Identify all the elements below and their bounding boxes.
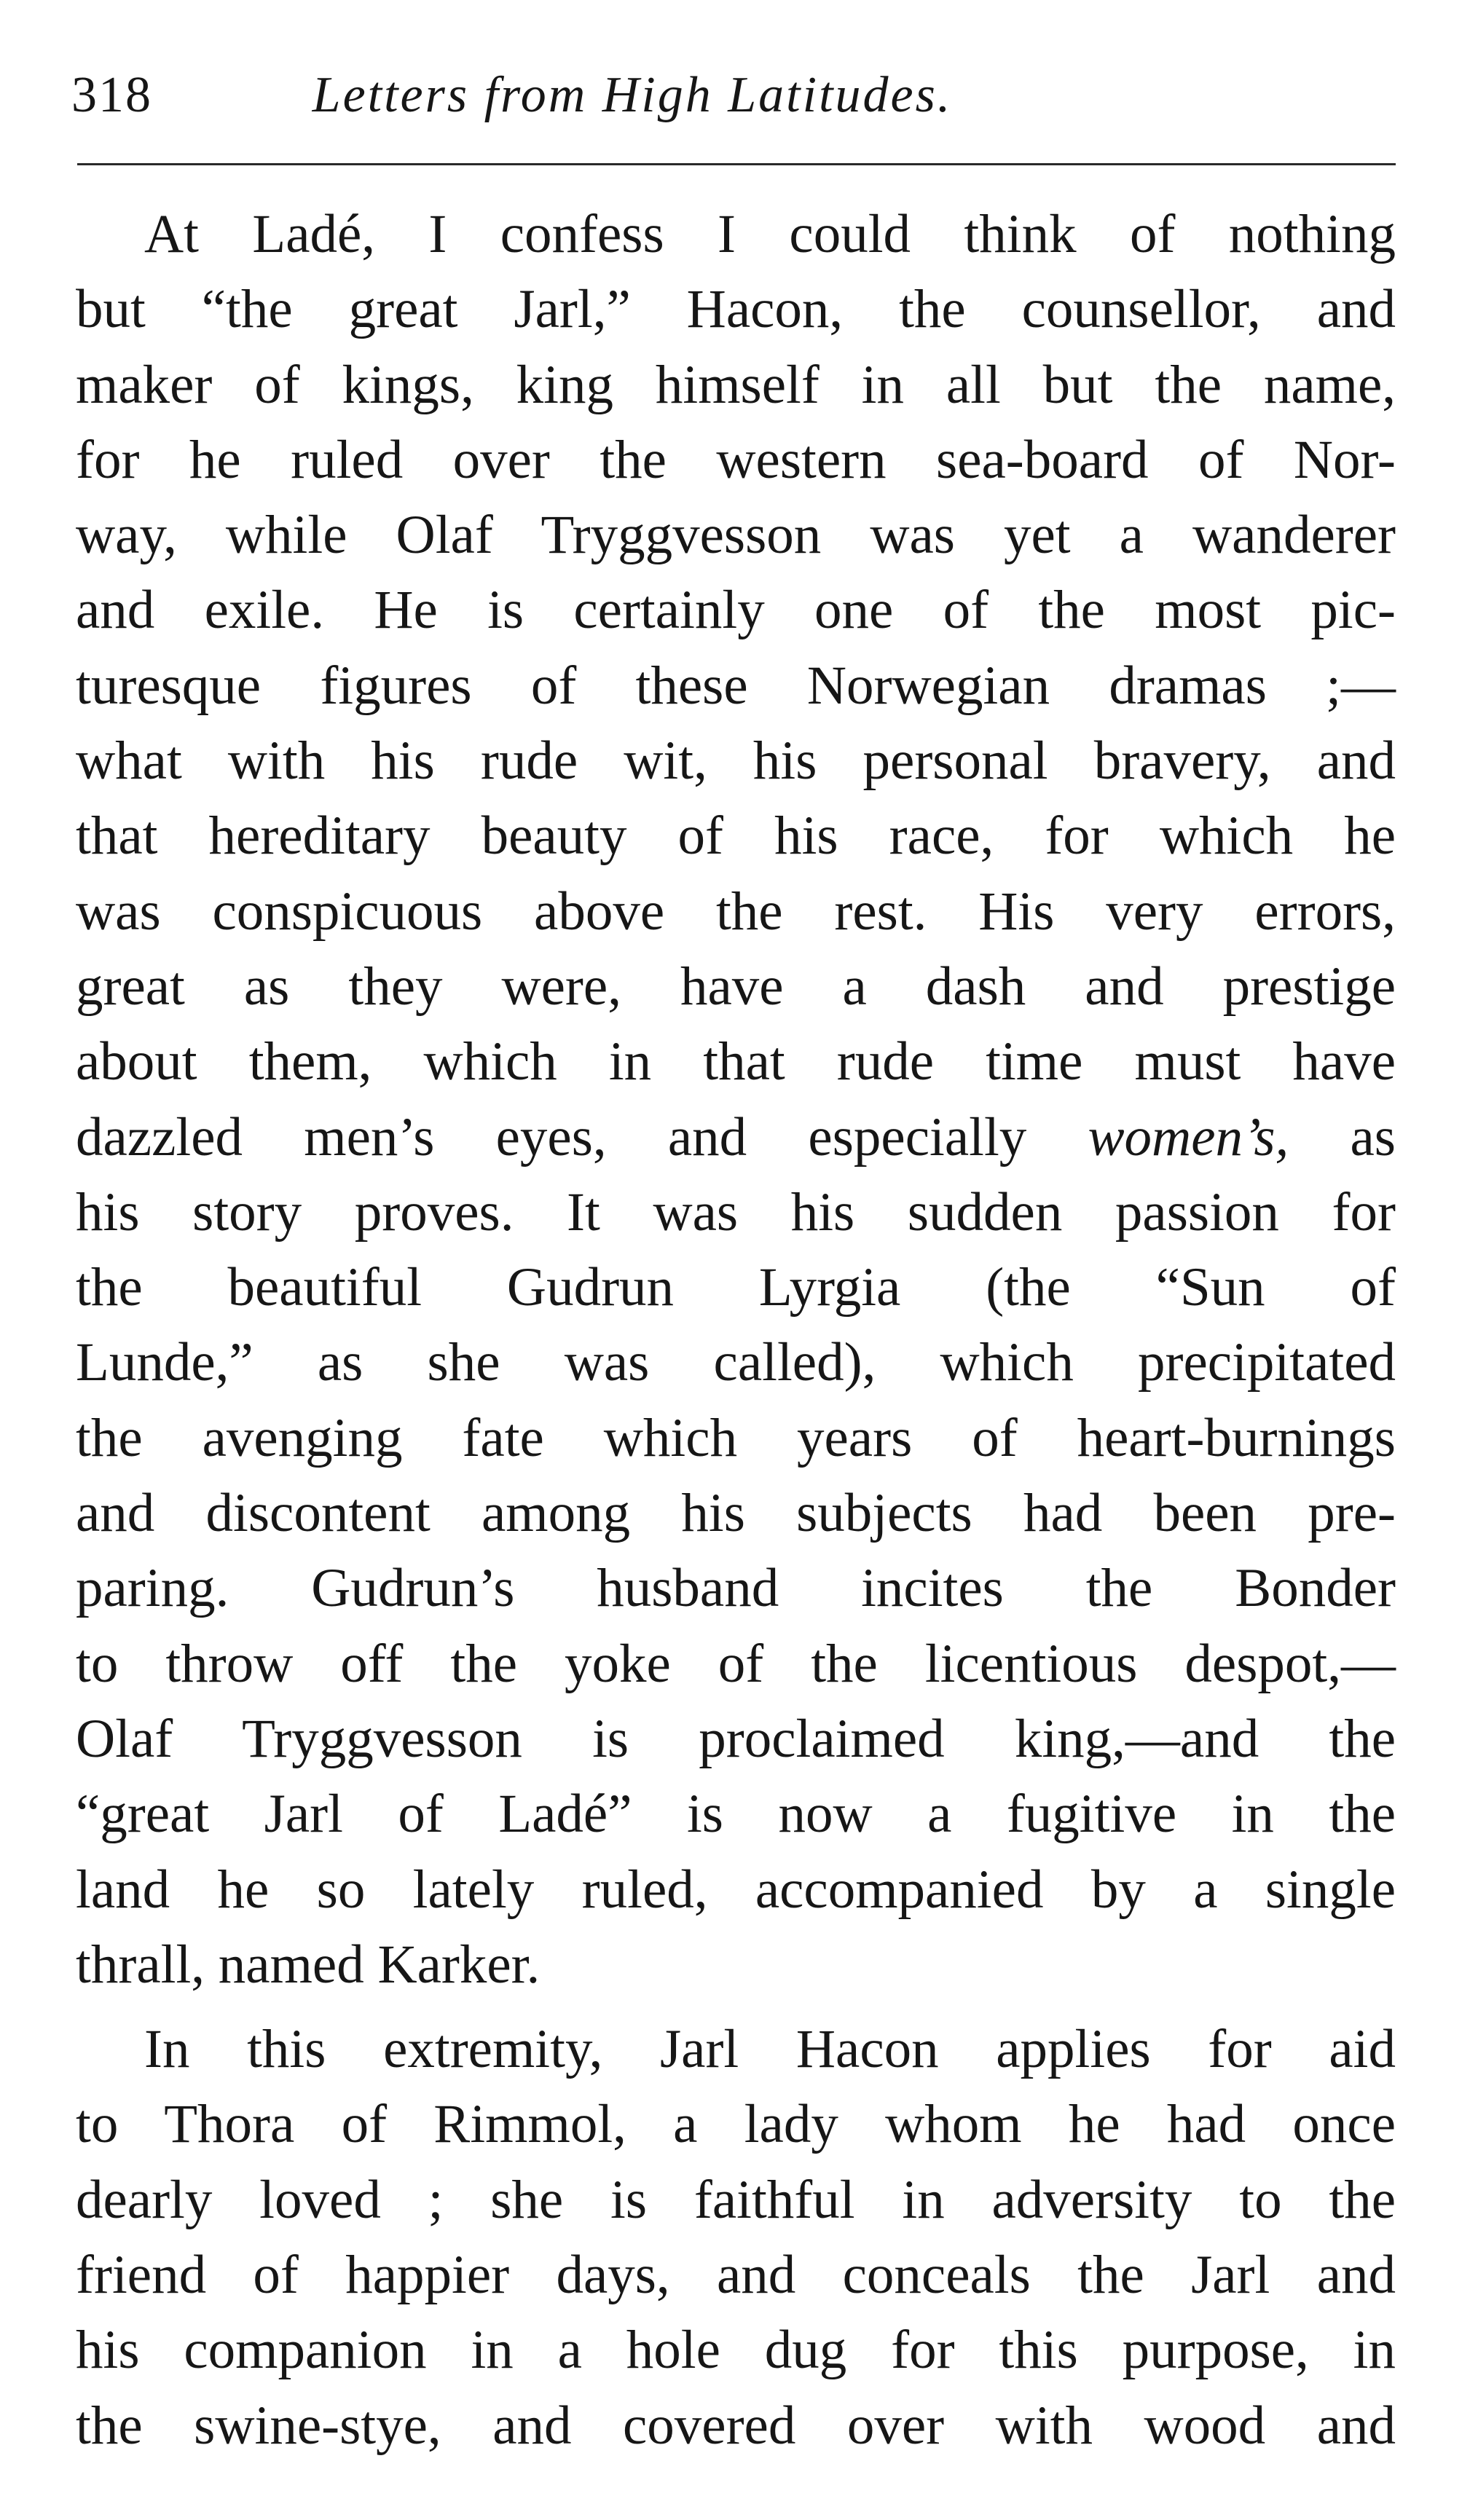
text-line: what with his rude wit, his personal bravery, and [76, 731, 1396, 792]
text-line: turesque figures of these Norwegian dramas ;— [76, 655, 1396, 716]
header-rule [77, 163, 1396, 165]
text-line: that hereditary beauty of his race, for which he [76, 806, 1396, 867]
line-text: dazzled men’s eyes, and especially [76, 1106, 1027, 1168]
text-line: maker of kings, king himself in all but the name, [76, 354, 1396, 415]
running-head [71, 63, 1412, 128]
text-line: Lunde,” as she was called), which precipitated [76, 1332, 1396, 1393]
text-line: thrall, named Karker. [76, 1934, 541, 1995]
text-line [76, 1100, 1396, 1175]
text-line: but “the great Jarl,” Hacon, the counsellor, and [76, 279, 1396, 340]
paragraph-gap [76, 2002, 1396, 2012]
paragraph-1 [76, 197, 1396, 2002]
text-line: At Ladé, I confess I could think of nothing [144, 204, 1396, 264]
text-line: way, while Olaf Tryggvesson was yet a wanderer [76, 505, 1396, 566]
text-line: great as they were, have a dash and prestige [76, 956, 1396, 1017]
text-line: “great Jarl of Ladé” is now a fugitive in the [76, 1784, 1396, 1845]
text-line: to Thora of Rimmol, a lady whom he had once [76, 2094, 1396, 2155]
body-text [76, 197, 1396, 2463]
text-line: and exile. He is certainly one of the most pic- [76, 580, 1396, 641]
text-line: his story proves. It was his sudden passion for [76, 1181, 1396, 1243]
text-line: the swine-stye, and covered over with wood and [76, 2395, 1396, 2456]
paragraph-2 [76, 2012, 1396, 2463]
running-title: Letters from High Latitudes. [312, 67, 953, 123]
text-line: his companion in a hole dug for this purpose, in [76, 2320, 1396, 2381]
text-line: to throw off the yoke of the licentious despot,— [76, 1633, 1396, 1694]
text-line: dearly loved ; she is faithful in adversity to the [76, 2169, 1396, 2230]
text-line: the avenging fate which years of heart-burnings [76, 1407, 1396, 1468]
text-line: was conspicuous above the rest. His very errors, [76, 881, 1396, 942]
text-line: In this extremity, Jarl Hacon applies for aid [144, 2019, 1396, 2080]
text-line: Olaf Tryggvesson is proclaimed king,—and the [76, 1708, 1396, 1769]
text-line: friend of happier days, and conceals the Jarl and [76, 2245, 1396, 2306]
line-text: as [1350, 1106, 1396, 1168]
text-line: land he so lately ruled, accompanied by a single [76, 1859, 1396, 1920]
text-line: the beautiful Gudrun Lyrgia (the “Sun of [76, 1257, 1396, 1318]
italic-emphasis: women’s, [1088, 1106, 1289, 1168]
text-line: and discontent among his subjects had been pre- [76, 1483, 1396, 1544]
text-line: about them, which in that rude time must have [76, 1031, 1396, 1092]
text-line: for he ruled over the western sea-board of Nor- [76, 429, 1396, 490]
page-number: 318 [71, 67, 152, 123]
text-line: paring. Gudrun’s husband incites the Bonder [76, 1558, 1396, 1619]
